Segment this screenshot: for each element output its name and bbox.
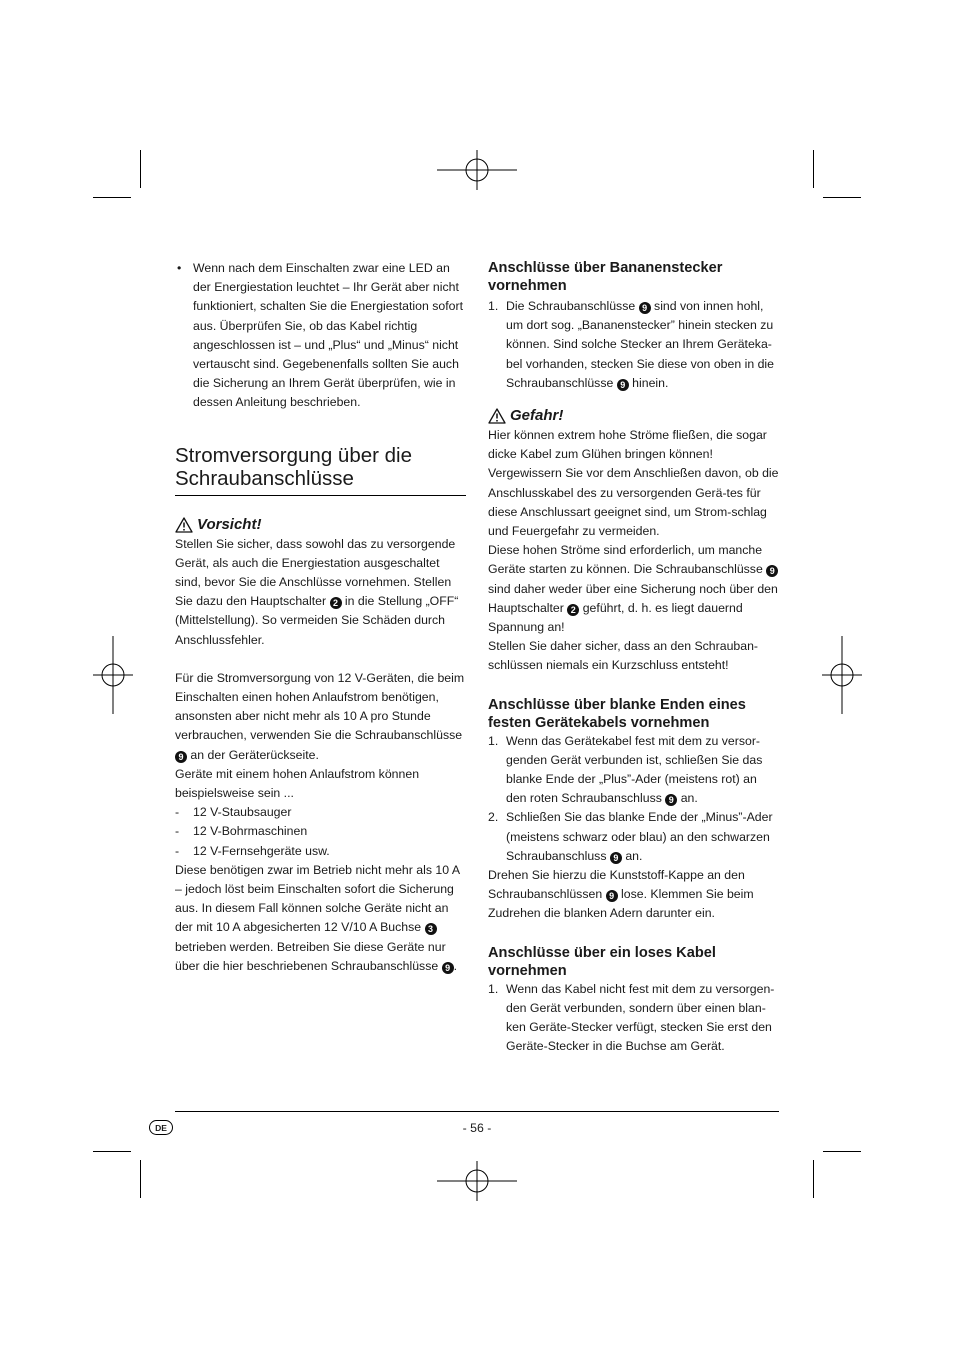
dash-marker: - — [175, 843, 180, 858]
danger-text-3a: Diese hohen Ströme sind erforderlich, um manche Geräte starten zu können. Die Schraubanschlüsse — [488, 543, 763, 577]
list-item — [175, 822, 466, 841]
caution-text-b: in die Stellung „OFF“ (Mittelstellung). So vermeiden Sie Schäden durch Anschlussfehler. — [175, 594, 459, 647]
section-title — [175, 444, 466, 496]
dash-marker: - — [175, 805, 180, 820]
section-title-line-2: Schraubanschlüsse — [175, 466, 354, 490]
fuse-text-a: Diese benötigen zwar im Betrieb nicht mehr als 10 A – jedoch löst beim Einschalten sofort die Sicherung aus. In diesem Fall können solche Geräte nicht an der mit 10 A abgesicherten 12 V/10 A Buchse — [175, 862, 460, 935]
list-item-text: 12 V-Bohrmaschinen — [193, 824, 308, 839]
banana-text-a: Die Schraubanschlüsse — [506, 299, 636, 313]
danger-label: Gefahr! — [510, 407, 564, 425]
ref-number-9: 9 — [610, 852, 622, 864]
caution-label: Vorsicht! — [197, 515, 262, 533]
danger-heading — [488, 406, 780, 426]
bare-step-2-text-a: Schließen Sie das blanke Ende der „Minus”-Ader (meistens schwarz oder blau) an den schwarzen Schraubanschluss — [506, 810, 773, 863]
step-number: 1. — [488, 299, 499, 313]
heading-loose-cable: Anschlüsse über ein loses Kabel vornehmen — [488, 944, 716, 979]
heading-bare-ends: Anschlüsse über blanke Enden eines festen Gerätekabels vornehmen — [488, 696, 746, 731]
registration-mark-top — [437, 150, 517, 190]
warning-triangle-icon — [175, 517, 193, 533]
ref-number-9: 9 — [665, 794, 677, 806]
bare-step-1 — [488, 732, 780, 809]
bare-step-2 — [488, 808, 780, 866]
fuse-text-b: betrieben werden. Betreiben Sie diese Geräte nur über die hier beschriebenen Schraubanschlüsse — [175, 939, 446, 973]
bare-step-1-text-b: an. — [680, 791, 698, 806]
fuse-paragraph — [175, 861, 466, 976]
danger-text-3 — [488, 541, 780, 637]
footer-rule — [175, 1111, 779, 1112]
ref-number-3: 3 — [425, 923, 437, 935]
banana-text-b: sind von innen hohl, um dort sog. „Bananenstecker” hinein stecken zu können. Sind solche Stecker an Ihrem Geräteka-bel vorhanden, stecken Sie diese von oben in die Schraubanschlüsse — [506, 299, 774, 390]
list-item-text: 12 V-Fernsehgeräte usw. — [193, 843, 330, 858]
warning-triangle-icon — [488, 408, 506, 424]
bare-paragraph — [488, 866, 780, 924]
caution-text-a: Stellen Sie sicher, dass sowohl das zu versorgende Gerät, als auch die Energiestation ausgeschaltet sind, bevor Sie die Anschlüsse vornehmen. Stellen Sie dazu den Hauptschalter — [175, 536, 456, 609]
danger-text-3c: geführt, d. h. es liegt dauernd Spannung an! — [488, 600, 743, 635]
bullet-text: Wenn nach dem Einschalten zwar eine LED an der Energiestation leuchtet – Ihr Gerät aber nicht funktioniert, schalten Sie die Energiestation sofort aus. Überprüfen Sie, ob das Kabel richtig angeschlossen ist – und „Plus“ und „Minus“ nicht vertauscht sind. Gegebenenfalls sollten Sie auch die Sicherung an Ihrem Gerät überprüfen, wie in dessen Anleitung beschrieben. — [193, 261, 464, 410]
bullet-marker: • — [177, 261, 182, 275]
bullet-item — [175, 259, 466, 413]
fuse-text-c: . — [453, 958, 458, 973]
danger-text-1: Hier können extrem hohe Ströme fließen, die sogar dicke Kabel zum Glühen bringen können! — [488, 428, 767, 462]
bare-step-2-text-b: an. — [625, 848, 643, 863]
bare-paragraph-text-b: lose. Klemmen Sie beim Zudrehen die blanken Adern darunter ein. — [488, 887, 754, 921]
registration-mark-left — [93, 636, 133, 714]
examples-intro: Geräte mit einem hohen Anlaufstrom können beispielsweise sein ... — [175, 766, 420, 801]
dash-marker: - — [175, 824, 180, 839]
banana-text-c: hinein. — [632, 375, 669, 390]
loose-step-1 — [488, 980, 780, 1057]
caution-text — [175, 535, 466, 650]
step-number: 1. — [488, 981, 499, 996]
bare-step-1-text-a: Wenn das Gerätekabel fest mit dem zu versor-genden Gerät verbunden ist, schließen Sie das blanke Ende der „Plus”-Ader (meistens rot) an den roten Schraubanschluss — [506, 733, 763, 806]
danger-text-4: Stellen Sie daher sicher, dass an den Schrauban-schlüssen niemals ein Kurzschluss entsteht! — [488, 639, 759, 673]
danger-text-3b: sind daher weder über eine Sicherung noch über den Hauptschalter — [488, 581, 778, 615]
supply-text-b: an der Geräterückseite. — [190, 747, 319, 762]
step-number: 2. — [488, 810, 499, 825]
ref-number-9: 9 — [175, 751, 187, 763]
heading-banana-plugs: Anschlüsse über Bananenstecker vornehmen — [488, 260, 723, 294]
step-number: 1. — [488, 733, 499, 748]
ref-number-9: 9 — [766, 565, 778, 577]
left-column — [175, 259, 466, 976]
bare-paragraph-text-a: Drehen Sie hierzu die Kunststoff-Kappe an den Schraubanschlüssen — [488, 868, 745, 902]
banana-step-1 — [488, 297, 780, 393]
section-title-line-1: Stromversorgung über die — [175, 443, 413, 467]
ref-number-2: 2 — [330, 597, 342, 609]
list-item — [175, 803, 466, 822]
page-number: - 56 - — [462, 1121, 492, 1135]
ref-number-9: 9 — [617, 379, 629, 391]
right-column — [488, 259, 780, 1057]
registration-mark-bottom — [437, 1161, 517, 1201]
ref-number-9: 9 — [639, 302, 651, 314]
registration-mark-right — [822, 636, 862, 714]
caution-heading — [175, 515, 466, 535]
supply-text-a: Für die Stromversorgung von 12 V-Geräten, die beim Einschalten einen hohen Anlaufstrom benötigen, ansonsten aber nicht mehr als 10 A pro Stunde verbrauchen, verwenden Sie die Schraubanschlüsse — [175, 670, 465, 743]
supply-paragraph — [175, 669, 466, 765]
list-item — [175, 842, 466, 861]
loose-step-1-text: Wenn das Kabel nicht fest mit dem zu versorgen-den Gerät verbunden, sondern über einen blan-ken Geräte-Stecker verfügt, stecken Sie erst den Geräte-Stecker in die Buchse am Gerät. — [506, 981, 775, 1054]
list-item-text: 12 V-Staubsauger — [193, 805, 292, 820]
ref-number-2: 2 — [567, 604, 579, 616]
ref-number-9: 9 — [442, 962, 454, 974]
language-badge: DE — [149, 1120, 173, 1135]
danger-text-2: Vergewissern Sie vor dem Anschließen davon, ob die Anschlusskabel des zu versorgenden Gerä-tes für diese Anschlussart geeignet sind, um Strom-schlag und Feuergefahr zu vermeiden. — [488, 466, 779, 539]
ref-number-9: 9 — [606, 890, 618, 902]
